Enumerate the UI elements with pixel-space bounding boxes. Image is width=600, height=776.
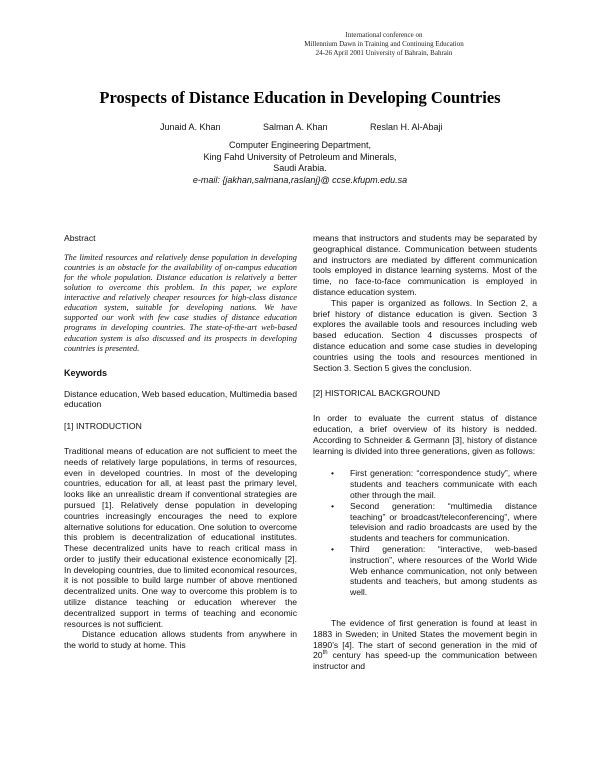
history-paragraph-1: In order to evaluate the current status of distance education, a brief overview of its history is nedded. According to Schneider & Germann [3], history of distance learning is divided into three generations, given as follows:: [313, 413, 537, 456]
affiliation-department: Computer Engineering Department,: [228, 140, 372, 150]
left-column: [64, 233, 297, 651]
affiliation-location: Saudi Arabia.: [273, 163, 327, 173]
generation-list: [313, 468, 537, 598]
author-2: Salman A. Khan: [263, 122, 328, 132]
conference-line-1: International conference on: [345, 31, 423, 39]
list-item: • Second generation: “multimedia distance teaching” or broadcast/teleconferencing”, where television and radio broadcasts are used by the students and teachers for communication.: [331, 501, 537, 544]
introduction-paragraph-1: Traditional means of education are not sufficient to meet the needs of relatively large populations, in terms of resources, even in developed countries. In most of the developing countries, education for all, at least past the primary level, looks like an unrealistic dream if conventional strategies are pursued [1]. Relatively dense population in developing countries increasingly encourages the need to explore alternative solutions for education. One solution to overcome this problem is decentralization of educational institutes. These decentralized units have to reach critical mass in order to justify their educational existence economically [2]. In developing countries, due to limited economical resources, it is not possible to build large number of above mentioned decentralized units. One way to overcome this problem is to utilize distance teaching or education wherever the decentralized support in terms of teaching and economic resources is not sufficient.: [64, 445, 297, 629]
affiliation-university: King Fahd University of Petroleum and Minerals,: [203, 151, 397, 162]
introduction-heading: [1] INTRODUCTION: [64, 421, 142, 432]
paper-title: Prospects of Distance Education in Developing Countries: [99, 88, 501, 107]
author-1: Junaid A. Khan: [160, 122, 221, 132]
introduction-paragraph-2: Distance education allows students from anywhere in the world to study at home. This: [64, 629, 297, 651]
abstract-heading: Abstract: [64, 233, 96, 243]
abstract-body: The limited resources and relatively dense population in developing countries is an obstacle for the availability of on-campus education for the whole population. Distance education is relatively a better solution to overcome this problem. In this paper, we explore interactive and relatively cheaper resources for high-class distance education system, suitable for developing nations. We have supported our work with few case studies of distance education programs in developing countries. The state-of-the-art web-based education system is also discussed and its prospects in developing countries is presented.: [64, 252, 297, 353]
introduction-paragraph-3: This paper is organized as follows. In Section 2, a brief history of distance education is given. Section 3 explores the available tools and resources including web based education. Section 4 discusses prospects of distance education and some case studies in developing countries using the tools and resources mentioned in Section 3. Section 5 gives the conclusion.: [313, 297, 537, 373]
conference-line-2: Millennium Dawn in Training and Continuing Education: [304, 40, 464, 48]
history-heading: [2] HISTORICAL BACKGROUND: [313, 388, 441, 399]
history-paragraph-2-end: century has speed-up the communication between instructor and: [313, 650, 537, 672]
right-column: [313, 233, 537, 672]
keywords-body: Distance education, Web based education, Multimedia based education: [64, 388, 297, 410]
author-3: Reslan H. Al-Abaji: [370, 122, 443, 132]
list-item: • First generation: “correspondence study”, where students and teachers communicate with each other through the mail.: [331, 468, 537, 500]
author-list: [0, 122, 600, 136]
affiliation-email: e-mail: {jakhan,salmana,raslanj}@ ccse.kfupm.edu.sa: [192, 174, 408, 185]
ordinal-superscript: th: [322, 650, 328, 657]
history-paragraph-2: [313, 618, 537, 672]
list-item: • Third generation: “interactive, web-based instruction”, where resources of the World Wide Web enhance communication, not only between students and teachers, but among students as well.: [331, 544, 537, 598]
conference-line-3: 24-26 April 2001 University of Bahrain, Bahrain: [315, 49, 453, 57]
history-paragraph-2-start: The evidence of first generation is found at least in 1883 in Sweden; in United States the movement begin in 1890’s [4]. The start of second generation in the mid of 20: [313, 617, 537, 661]
conference-header: [264, 31, 504, 58]
introduction-paragraph-2-continued: means that instructors and students may be separated by geographical distance. Communication between students and instructors are mediated by different communication tools employed in distance learning systems. Most of the time, no face-to-face communication is employed in distance education system.: [313, 233, 537, 297]
keywords-heading: Keywords: [64, 367, 108, 378]
affiliation-block: [0, 140, 600, 186]
